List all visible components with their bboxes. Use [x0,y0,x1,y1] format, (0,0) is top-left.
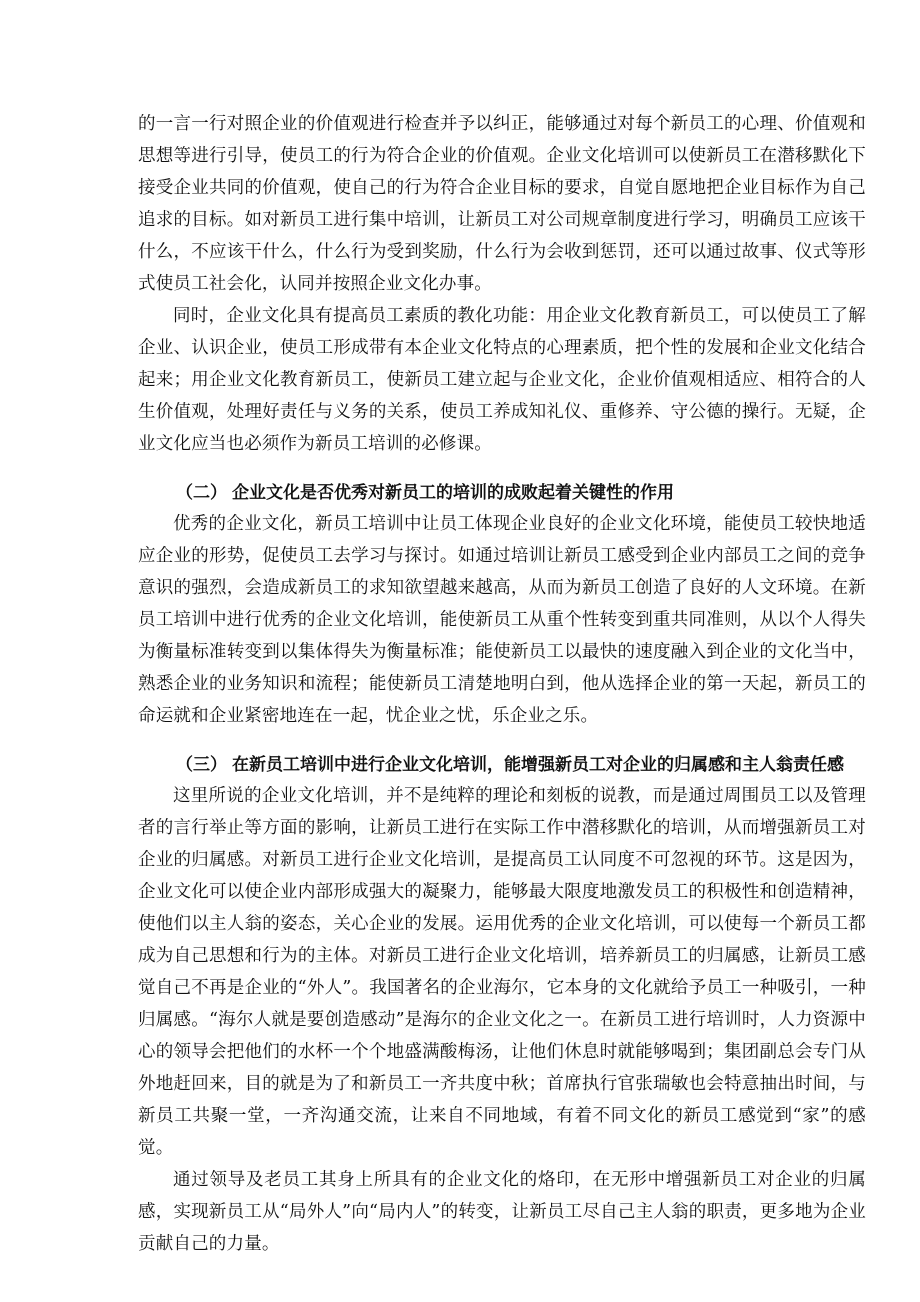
body-paragraph: 的一言一行对照企业的价值观进行检查并予以纠正，能够通过对每个新员工的心理、价值观和思想等进行引导，使员工的行为符合企业的价值观。企业文化培训可以使新员工在潜移默化下接受企业共同的价值观，使自己的行为符合企业目标的要求，自觉自愿地把企业目标作为自己追求的目标。如对新员工进行集中培训，让新员工对公司规章制度进行学习，明确员工应该干什么，不应该干什么，什么行为受到奖励，什么行为会收到惩罚，还可以通过故事、仪式等形式使员工社会化，认同并按照企业文化办事。 [138,114,866,294]
section-gap [138,460,866,478]
section-heading-2 [138,478,866,508]
section-title: 在新员工培训中进行企业文化培训，能增强新员工对企业的归属感和主人翁责任感 [232,755,844,775]
document-page [138,108,866,1260]
body-paragraph: 通过领导及老员工其身上所具有的企业文化的烙印，在无形中增强新员工对企业的归属感，实现新员工从“局外人”向“局内人”的转变，让新员工尽自己主人翁的职责，更多地为企业贡献自己的力量。 [138,1170,866,1254]
section-number: （二） [176,483,227,503]
section-number: （三） [176,755,227,775]
body-paragraph: 优秀的企业文化，新员工培训中让员工体现企业良好的企业文化环境，能使员工较快地适应企业的形势，促使员工去学习与探讨。如通过培训让新员工感受到企业内部员工之间的竞争意识的强烈，会造成新员工的求知欲望越来越高，从而为新员工创造了良好的人文环境。在新员工培训中进行优秀的企业文化培训，能使新员工从重个性转变到重共同准则，从以个人得失为衡量标准转变到以集体得失为衡量标准；能使新员工以最快的速度融入到企业的文化当中，熟悉企业的业务知识和流程；能使新员工清楚地明白到，他从选择企业的第一天起，新员工的命运就和企业紧密地连在一起，忧企业之忧，乐企业之乐。 [138,514,866,726]
body-paragraph: 这里所说的企业文化培训，并不是纯粹的理论和刻板的说教，而是通过周围员工以及管理者的言行举止等方面的影响，让新员工进行在实际工作中潜移默化的培训，从而增强新员工对企业的归属感。对新员工进行企业文化培训，是提高员工认同度不可忽视的环节。这是因为，企业文化可以使企业内部形成强大的凝聚力，能够最大限度地激发员工的积极性和创造精神，使他们以主人翁的姿态，关心企业的发展。运用优秀的企业文化培训，可以使每一个新员工都成为自己思想和行为的主体。对新员工进行企业文化培训，培养新员工的归属感，让新员工感觉自己不再是企业的“外人”。我国著名的企业海尔，它本身的文化就给予员工一种吸引，一种归属感。“海尔人就是要创造感动”是海尔的企业文化之一。在新员工进行培训时，人力资源中心的领导会把他们的水杯一个个地盛满酸梅汤，让他们休息时就能够喝到；集团副总会专门从外地赶回来，目的就是为了和新员工一齐共度中秋；首席执行官张瑞敏也会特意抽出时间，与新员工共聚一堂，一齐沟通交流，让来自不同地域，有着不同文化的新员工感觉到“家”的感觉。 [138,786,866,1158]
section-heading-3 [138,750,866,780]
body-paragraph: 同时，企业文化具有提高员工素质的教化功能：用企业文化教育新员工，可以使员工了解企业、认识企业，使员工形成带有本企业文化特点的心理素质，把个性的发展和企业文化结合起来；用企业文化教育新员工，使新员工建立起与企业文化，企业价值观相适应、相符合的人生价值观，处理好责任与义务的关系，使员工养成知礼仪、重修养、守公德的操行。无疑，企业文化应当也必须作为新员工培训的必修课。 [138,306,866,454]
section-gap [138,732,866,750]
section-title: 企业文化是否优秀对新员工的培训的成败起着关键性的作用 [232,483,674,503]
